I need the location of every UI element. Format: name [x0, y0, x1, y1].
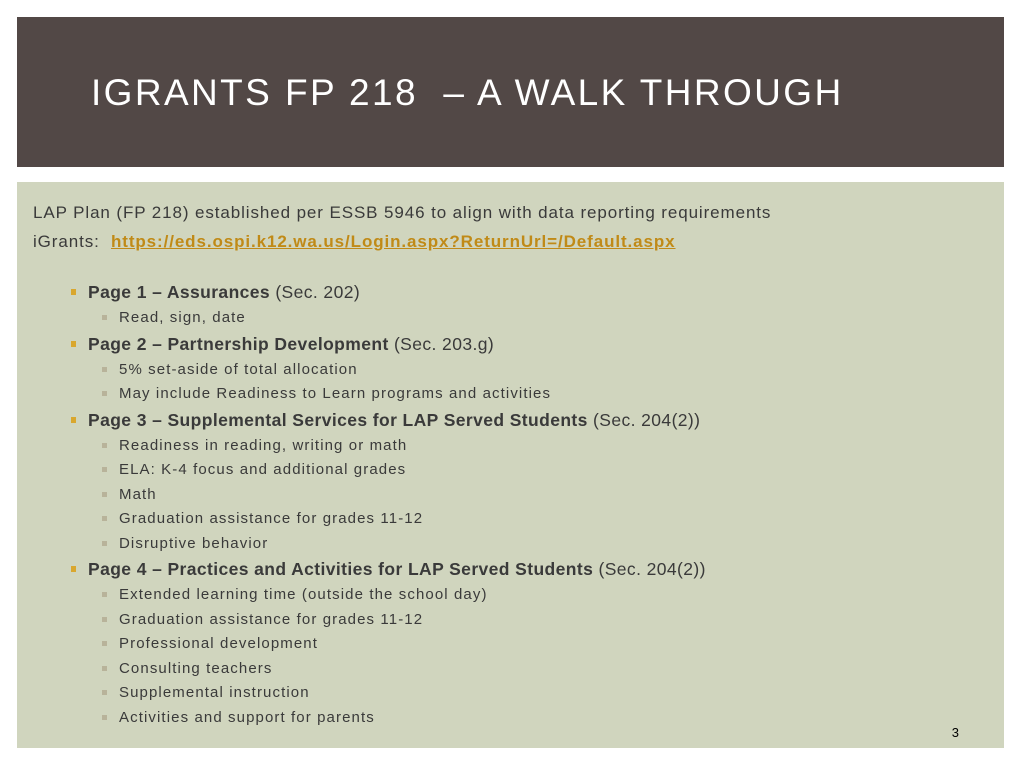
list-item-text: Readiness in reading, writing or math	[119, 436, 408, 454]
igrants-label: iGrants:	[33, 232, 111, 251]
section-reference: (Sec. 203.g)	[388, 333, 495, 354]
section-list	[71, 279, 971, 730]
list-item-text: Read, sign, date	[119, 309, 246, 326]
square-bullet-icon	[102, 541, 107, 546]
list-item-text: 5% set-aside of total allocation	[119, 360, 358, 378]
square-bullet-icon	[102, 467, 107, 472]
section-heading	[71, 407, 971, 434]
square-bullet-icon	[102, 443, 107, 448]
square-bullet-icon	[102, 367, 107, 372]
list-item	[71, 458, 971, 483]
section-heading	[71, 331, 971, 358]
igrants-link[interactable]: https://eds.ospi.k12.wa.us/Login.aspx?ReturnUrl=/Default.aspx	[110, 232, 676, 251]
square-bullet-icon	[102, 666, 107, 671]
square-bullet-icon	[71, 417, 76, 423]
content-panel	[17, 182, 1004, 748]
list-item	[71, 583, 971, 608]
list-item-text: May include Readiness to Learn programs and activities	[119, 385, 552, 402]
list-item	[71, 706, 971, 731]
square-bullet-icon	[102, 516, 107, 521]
square-bullet-icon	[71, 289, 76, 295]
list-item-text: Extended learning time (outside the school day)	[119, 586, 488, 603]
title-bar	[17, 17, 1004, 167]
section-reference: (Sec. 202)	[270, 282, 361, 302]
sub-list	[71, 583, 971, 730]
section-heading	[71, 556, 971, 583]
section-label: Page 3 – Supplemental Services for LAP Served Students	[88, 409, 588, 430]
list-item-text: Graduation assistance for grades 11-12	[119, 510, 424, 527]
section-label: Page 1 – Assurances	[88, 282, 271, 302]
list-item	[71, 483, 971, 508]
slide-title: IGRANTS FP 218 – A WALK THROUGH	[91, 71, 844, 113]
list-item	[71, 382, 971, 407]
list-item-text: Consulting teachers	[119, 659, 273, 677]
square-bullet-icon	[71, 341, 76, 347]
list-item	[71, 532, 971, 557]
square-bullet-icon	[71, 566, 76, 572]
square-bullet-icon	[102, 315, 107, 320]
section-reference: (Sec. 204(2))	[587, 409, 701, 430]
section-heading	[71, 279, 971, 306]
square-bullet-icon	[102, 391, 107, 396]
list-item	[71, 507, 971, 532]
square-bullet-icon	[102, 641, 107, 646]
list-item	[71, 608, 971, 633]
list-item-text: Activities and support for parents	[119, 708, 375, 726]
list-item	[71, 681, 971, 706]
square-bullet-icon	[102, 492, 107, 497]
list-item-text: ELA: K-4 focus and additional grades	[119, 461, 407, 478]
square-bullet-icon	[102, 592, 107, 597]
square-bullet-icon	[102, 715, 107, 720]
section-label: Page 4 – Practices and Activities for LAP Served Students	[88, 559, 594, 579]
list-item-text: Graduation assistance for grades 11-12	[119, 610, 424, 628]
list-item-text: Supplemental instruction	[119, 684, 310, 701]
square-bullet-icon	[102, 617, 107, 622]
igrants-line	[33, 227, 771, 256]
section-label: Page 2 – Partnership Development	[88, 333, 389, 354]
list-item	[71, 358, 971, 383]
intro-line: LAP Plan (FP 218) established per ESSB 5946 to align with data reporting requirements	[33, 203, 772, 222]
square-bullet-icon	[102, 690, 107, 695]
list-item-text: Disruptive behavior	[119, 534, 269, 552]
list-item-text: Professional development	[119, 635, 319, 652]
list-item	[71, 657, 971, 682]
sub-list	[71, 306, 971, 331]
sub-list	[71, 358, 971, 407]
list-item	[71, 632, 971, 657]
list-item-text: Math	[119, 485, 157, 503]
intro	[33, 198, 771, 256]
list-item	[71, 434, 971, 459]
section-reference: (Sec. 204(2))	[593, 559, 706, 579]
list-item	[71, 306, 971, 331]
slide-number: 3	[951, 725, 959, 740]
sub-list	[71, 434, 971, 557]
